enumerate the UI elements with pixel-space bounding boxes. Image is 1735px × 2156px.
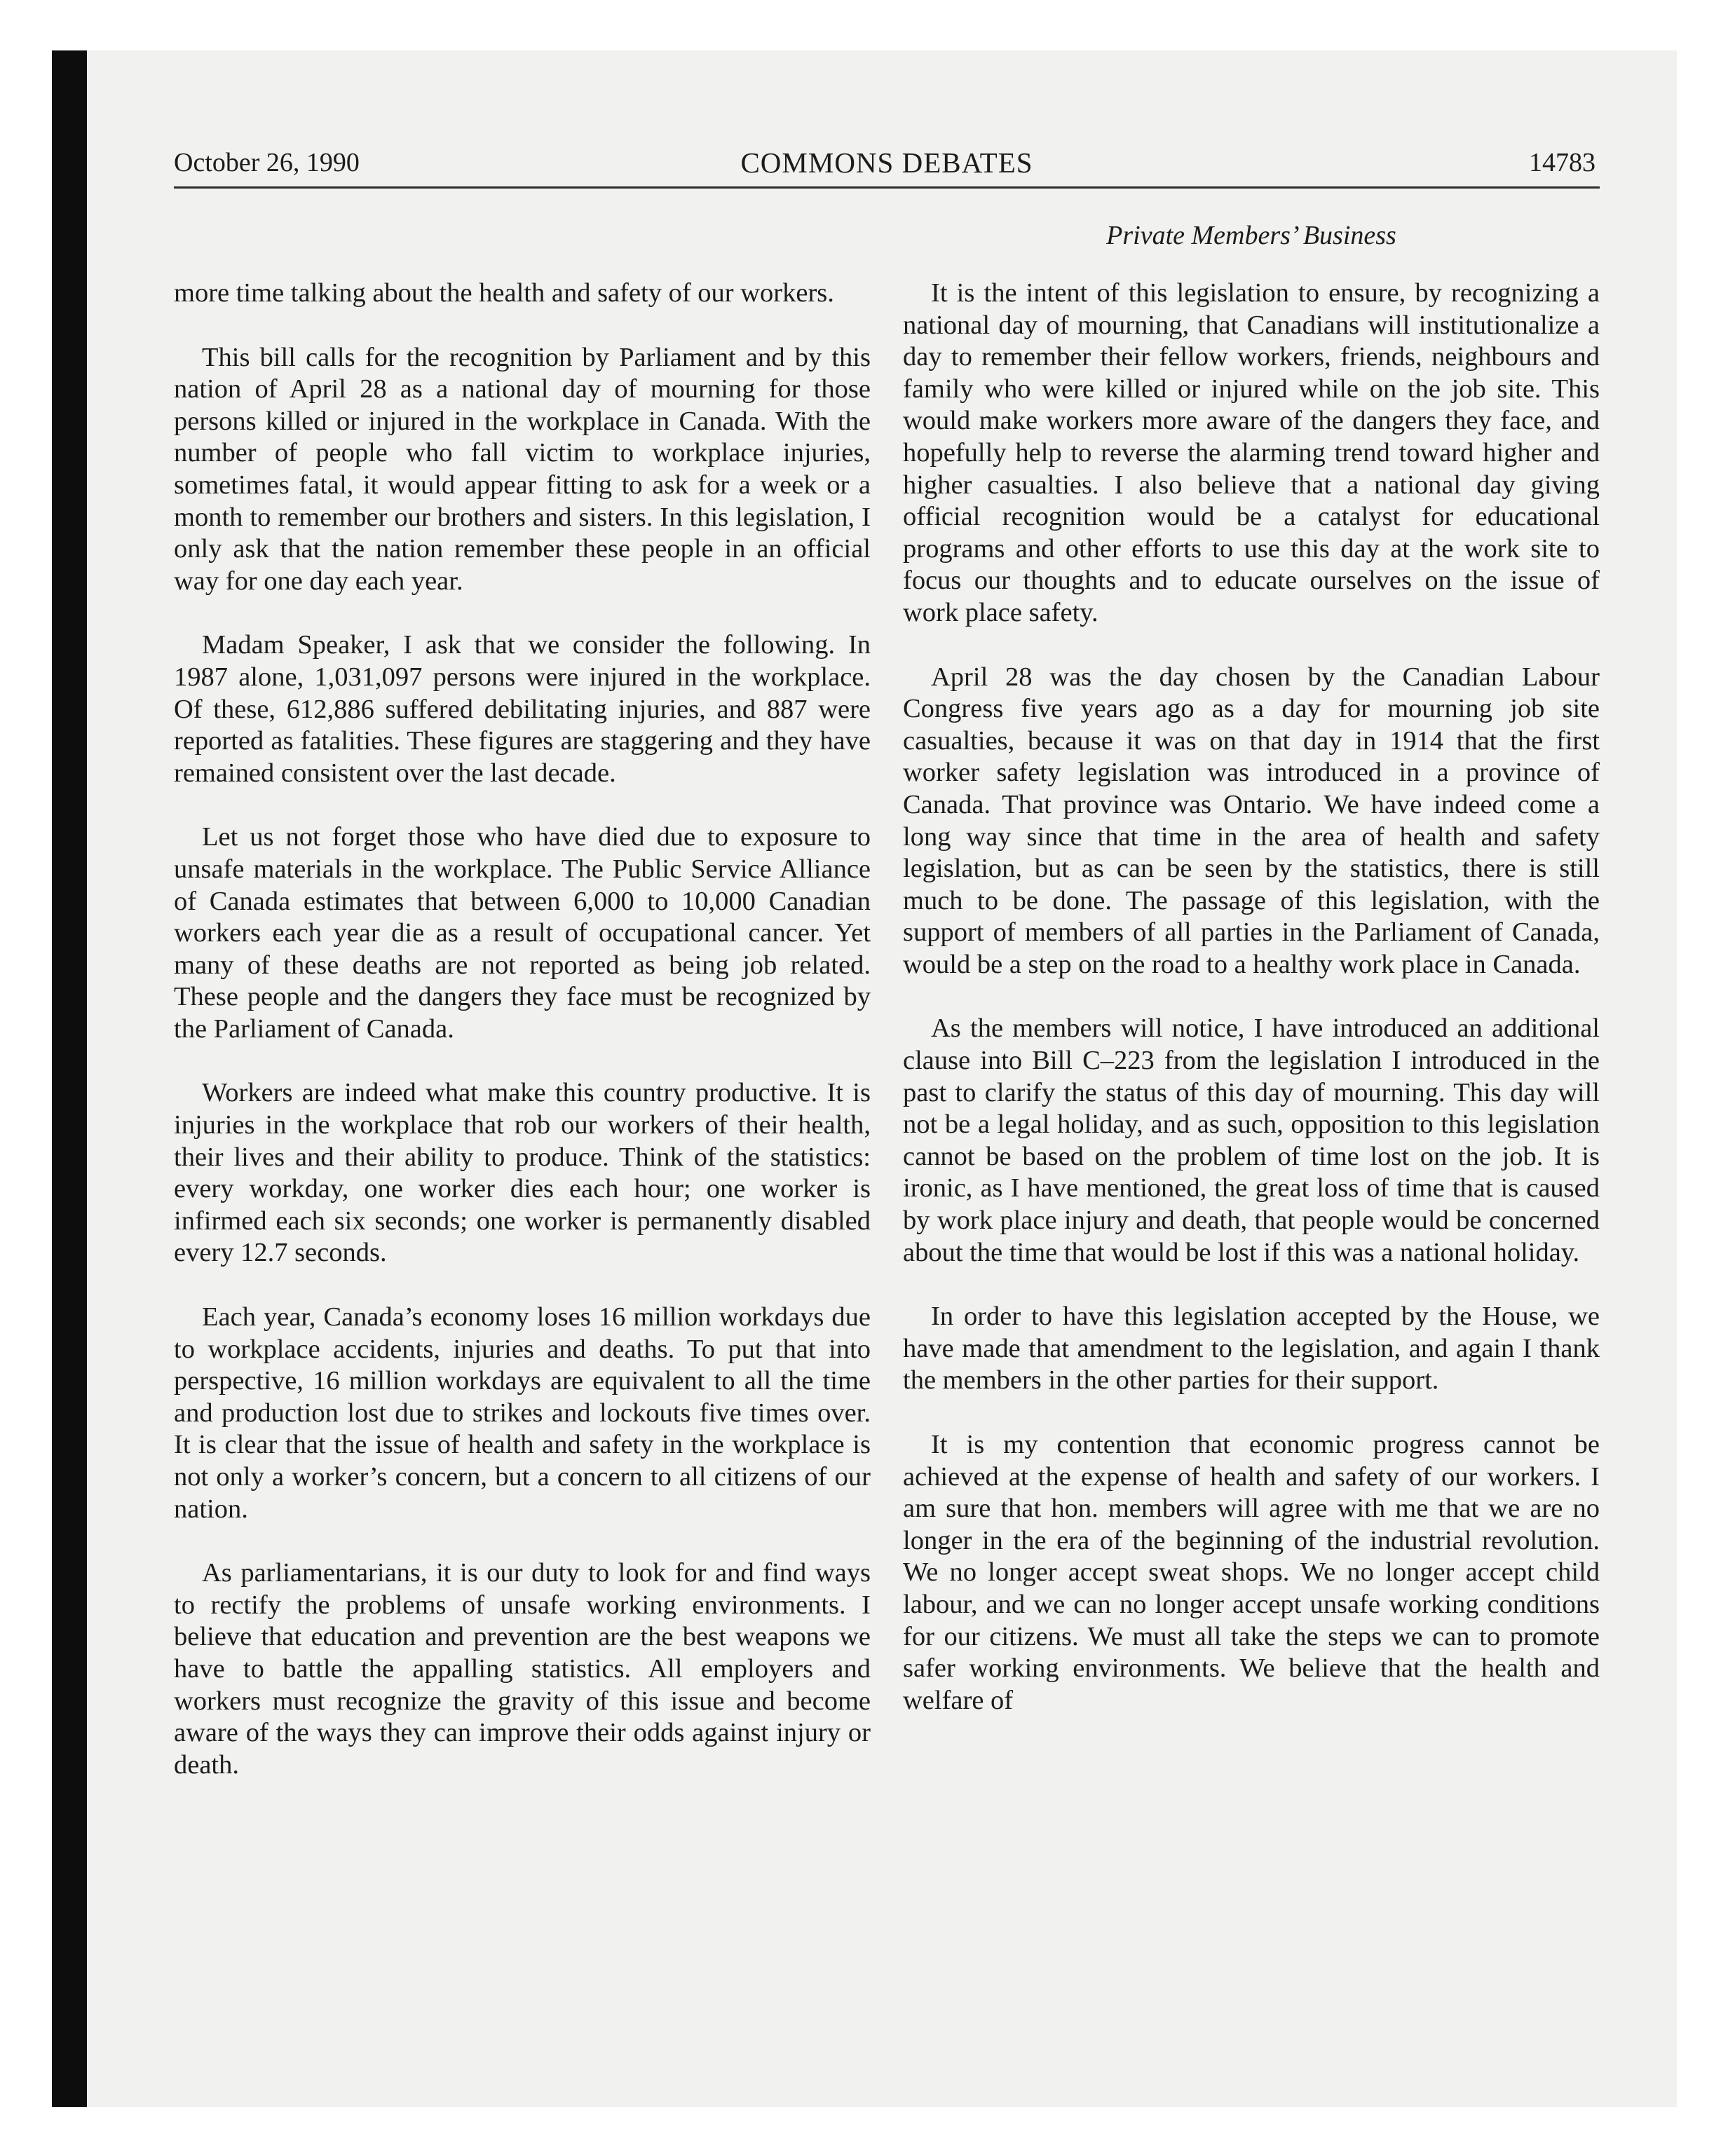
right-column (903, 278, 1600, 1717)
paragraph: Let us not forget those who have died due to exposure to unsafe materials in the workplace. The Public Service Alliance of Canada estimates that between 6,000 to 10,000 Canadian workers each year die as a result of occupational cancer. Yet many of these deaths are not reported as being job related. These people and the dangers they face must be recognized by the Parliament of Canada. (174, 822, 871, 1044)
paragraph: As the members will notice, I have introduced an additional clause into Bill C–223 from the legislation I introduced in the past to clarify the status of this day of mourning. This day will not be a legal holiday, and as such, opposition to this legislation cannot be based on the problem of time lost on the job. It is ironic, as I have mentioned, the great loss of time that is caused by work place injury and death, that people would be concerned about the time that would be lost if this was a national holiday. (903, 1014, 1600, 1267)
paragraph: This bill calls for the recognition by Parliament and by this nation of April 28 as a national day of mourning for those persons killed or injured in the workplace in Canada. With the number of people who fall victim to workplace injuries, sometimes fatal, it would appear fitting to ask for a week or a month to remember our brothers and sisters. In this legislation, I only ask that the nation remember these people in an official way for one day each year. (174, 342, 871, 596)
paragraph: In order to have this legislation accepted by the House, we have made that amendment to the legislation, and again I thank the members in the other parties for their support. (903, 1302, 1600, 1396)
page-number: 14783 (1529, 148, 1595, 177)
paragraph: Each year, Canada’s economy loses 16 million workdays due to workplace accidents, injuries and deaths. To put that into perspective, 16 million workdays are equivalent to all the time and production lost due to strikes and lockouts five times over. It is clear that the issue of health and safety in the workplace is not only a worker’s concern, but a concern to all citizens of our nation. (174, 1302, 871, 1524)
header-date: October 26, 1990 (174, 148, 360, 177)
paragraph: Workers are indeed what make this country productive. It is injuries in the workplace that rob our workers of their health, their lives and their ability to produce. Think of the statistics: every workday, one worker dies each hour; one worker is infirmed each six seconds; one worker is permanently disabled every 12.7 seconds. (174, 1078, 871, 1268)
publication-title: COMMONS DEBATES (740, 146, 1033, 179)
paragraph: It is my contention that economic progress cannot be achieved at the expense of health and safety of our workers. I am sure that hon. members will agree with me that we are no longer in the era of the beginning of the industrial revolution. We no longer accept sweat shops. We no longer accept child labour, and we can no longer accept unsafe working conditions for our citizens. We must all take the steps we can to promote safer working environments. We believe that the health and welfare of (903, 1430, 1600, 1715)
running-header (174, 137, 1600, 189)
paragraph: It is the intent of this legislation to ensure, by recognizing a national day of mourning, that Canadians will institutionalize a day to remember their fellow workers, friends, neighbours and family who were killed or injured while on the job site. This would make workers more aware of the dangers they face, and hopefully help to reverse the alarming trend toward higher and higher casualties. I also believe that a national day giving official recognition would be a catalyst for educational programs and other efforts to use this day at the work site to focus our thoughts and to educate ourselves on the issue of work place safety. (903, 278, 1600, 627)
section-label: Private Members’ Business (1106, 221, 1396, 250)
left-column (174, 278, 871, 1781)
paragraph: more time talking about the health and safety of our workers. (174, 278, 834, 308)
paragraph: April 28 was the day chosen by the Canadian Labour Congress five years ago as a day for mourning job site casualties, because it was on that day in 1914 that the first worker safety legislation was introduced in a province of Canada. That province was Ontario. We have indeed come a long way since that time in the area of health and safety legislation, but as can be seen by the statistics, there is still much to be done. The passage of this legislation, with the support of members of all parties in the Parliament of Canada, would be a step on the road to a healthy work place in Canada. (903, 662, 1600, 979)
binding-edge (52, 50, 87, 2107)
paragraph: As parliamentarians, it is our duty to look for and find ways to rectify the problems of unsafe working environments. I believe that education and prevention are the best weapons we have to battle the appalling statistics. All employers and workers must recognize the gravity of this issue and become aware of the ways they can improve their odds against injury or death. (174, 1558, 871, 1780)
paragraph: Madam Speaker, I ask that we consider the following. In 1987 alone, 1,031,097 persons were injured in the workplace. Of these, 612,886 suffered debilitating injuries, and 887 were reported as fatalities. These figures are staggering and they have remained consistent over the last decade. (174, 630, 871, 788)
